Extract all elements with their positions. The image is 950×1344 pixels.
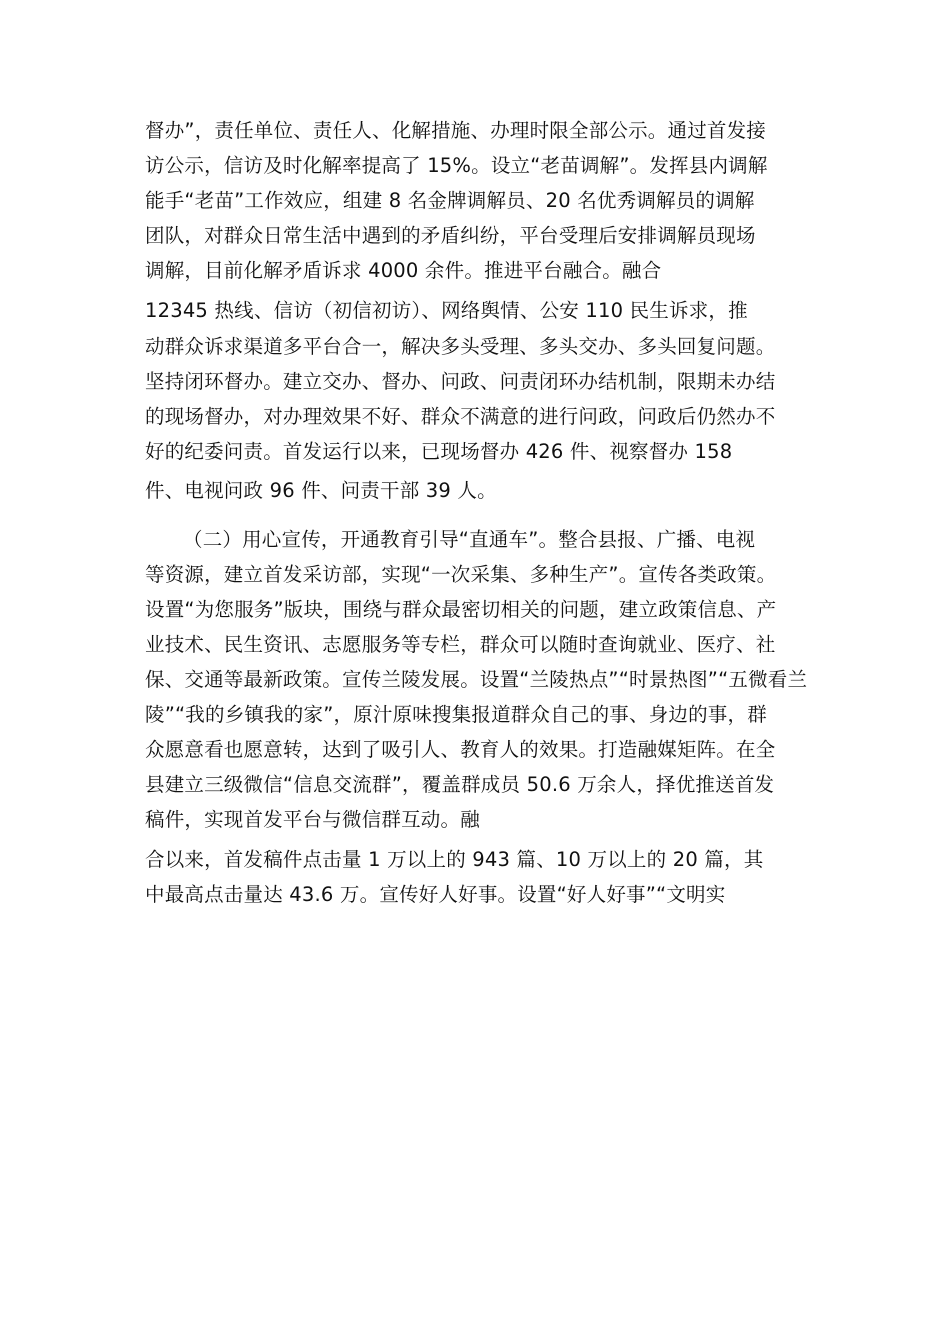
text-line: 件、电视问政 96 件、问责干部 39 人。 — [145, 479, 497, 502]
text-line: 合以来，首发稿件点击量 1 万以上的 943 篇、10 万以上的 20 篇，其 — [145, 848, 764, 871]
text-line: 业技术、民生资讯、志愿服务等专栏，群众可以随时查询就业、医疗、社 — [145, 633, 776, 656]
text-line: 调解，目前化解矛盾诉求 4000 余件。推进平台融合。融合 — [145, 259, 662, 282]
text-line: 中最高点击量达 43.6 万。宣传好人好事。设置“好人好事”“文明实 — [145, 883, 726, 906]
text-line: 的现场督办，对办理效果不好、群众不满意的进行问政，问政后仍然办不 — [145, 405, 776, 428]
paragraph-heading-line: （二）用心宣传，开通教育引导“直通车”。整合县报、广播、电视 — [183, 528, 756, 551]
text-line: 能手“老苗”工作效应，组建 8 名金牌调解员、20 名优秀调解员的调解 — [145, 189, 755, 212]
text-line: 陵”“我的乡镇我的家”，原汁原味搜集报道群众自己的事、身边的事，群 — [145, 703, 767, 726]
text-line: 稿件，实现首发平台与微信群互动。融 — [145, 808, 480, 831]
text-line: 访公示，信访及时化解率提高了 15%。设立“老苗调解”。发挥县内调解 — [145, 154, 768, 177]
text-line: 12345 热线、信访（初信初访）、网络舆情、公安 110 民生诉求，推 — [145, 299, 748, 322]
text-line: 等资源，建立首发采访部，实现“一次采集、多种生产”。宣传各类政策。 — [145, 563, 777, 586]
text-line: 好的纪委问责。首发运行以来，已现场督办 426 件、视察督办 158 — [145, 440, 733, 463]
text-line: 众愿意看也愿意转，达到了吸引人、教育人的效果。打造融媒矩阵。在全 — [145, 738, 776, 761]
text-line: 保、交通等最新政策。宣传兰陵发展。设置“兰陵热点”“时景热图”“五微看兰 — [145, 668, 808, 691]
text-line: 动群众诉求渠道多平台合一，解决多头受理、多头交办、多头回复问题。 — [145, 335, 776, 358]
text-line: 督办”，责任单位、责任人、化解措施、办理时限全部公示。通过首发接 — [145, 119, 767, 142]
text-line: 设置“为您服务”版块，围绕与群众最密切相关的问题，建立政策信息、产 — [145, 598, 777, 621]
text-line: 团队，对群众日常生活中遇到的矛盾纠纷，平台受理后安排调解员现场 — [145, 224, 756, 247]
text-line: 坚持闭环督办。建立交办、督办、问政、问责闭环办结机制，限期未办结 — [145, 370, 776, 393]
text-line: 县建立三级微信“信息交流群”，覆盖群成员 50.6 万余人，择优推送首发 — [145, 773, 775, 796]
